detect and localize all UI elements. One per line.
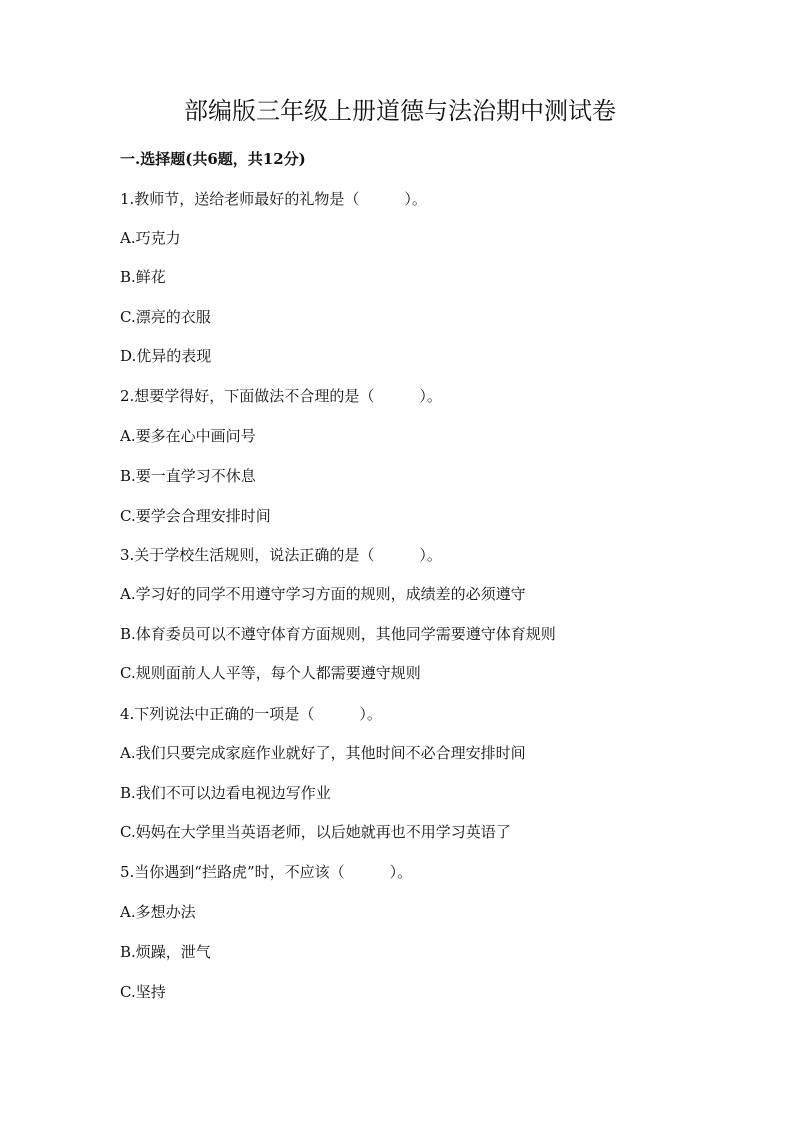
question-stem: 3.关于学校生活规则，说法正确的是（ ）。: [120, 546, 442, 564]
option-item: C.妈妈在大学里当英语老师，以后她就再也不用学习英语了: [120, 823, 511, 841]
option-item: C.坚持: [120, 983, 166, 1001]
option-item: A.我们只要完成家庭作业就好了，其他时间不必合理安排时间: [120, 744, 526, 762]
option-item: C.漂亮的衣服: [120, 308, 211, 326]
option-item: C.规则面前人人平等，每个人都需要遵守规则: [120, 664, 421, 682]
option-item: B.体育委员可以不遵守体育方面规则，其他同学需要遵守体育规则: [120, 625, 556, 643]
section-heading: 一.选择题(共6题，共12分): [120, 150, 306, 168]
option-item: A.巧克力: [120, 229, 181, 247]
question-stem: 2.想要学得好，下面做法不合理的是（ ）。: [120, 387, 442, 405]
question-stem: 4.下列说法中正确的一项是（ ）。: [120, 705, 382, 723]
question-stem: 1.教师节，送给老师最好的礼物是（ ）。: [120, 190, 427, 208]
option-item: D.优异的表现: [120, 347, 212, 365]
option-item: A.要多在心中画问号: [120, 427, 256, 445]
option-item: B.要一直学习不休息: [120, 467, 256, 485]
option-item: A.学习好的同学不用遵守学习方面的规则，成绩差的必须遵守: [120, 585, 526, 603]
option-item: B.烦躁，泄气: [120, 943, 211, 961]
question-stem: 5.当你遇到“拦路虎”时，不应该（ ）。: [120, 863, 413, 881]
option-item: B.鲜花: [120, 268, 166, 286]
option-item: A.多想办法: [120, 903, 196, 921]
page-title: 部编版三年级上册道德与法治期中测试卷: [184, 97, 616, 125]
option-item: C.要学会合理安排时间: [120, 507, 271, 525]
option-item: B.我们不可以边看电视边写作业: [120, 784, 331, 802]
